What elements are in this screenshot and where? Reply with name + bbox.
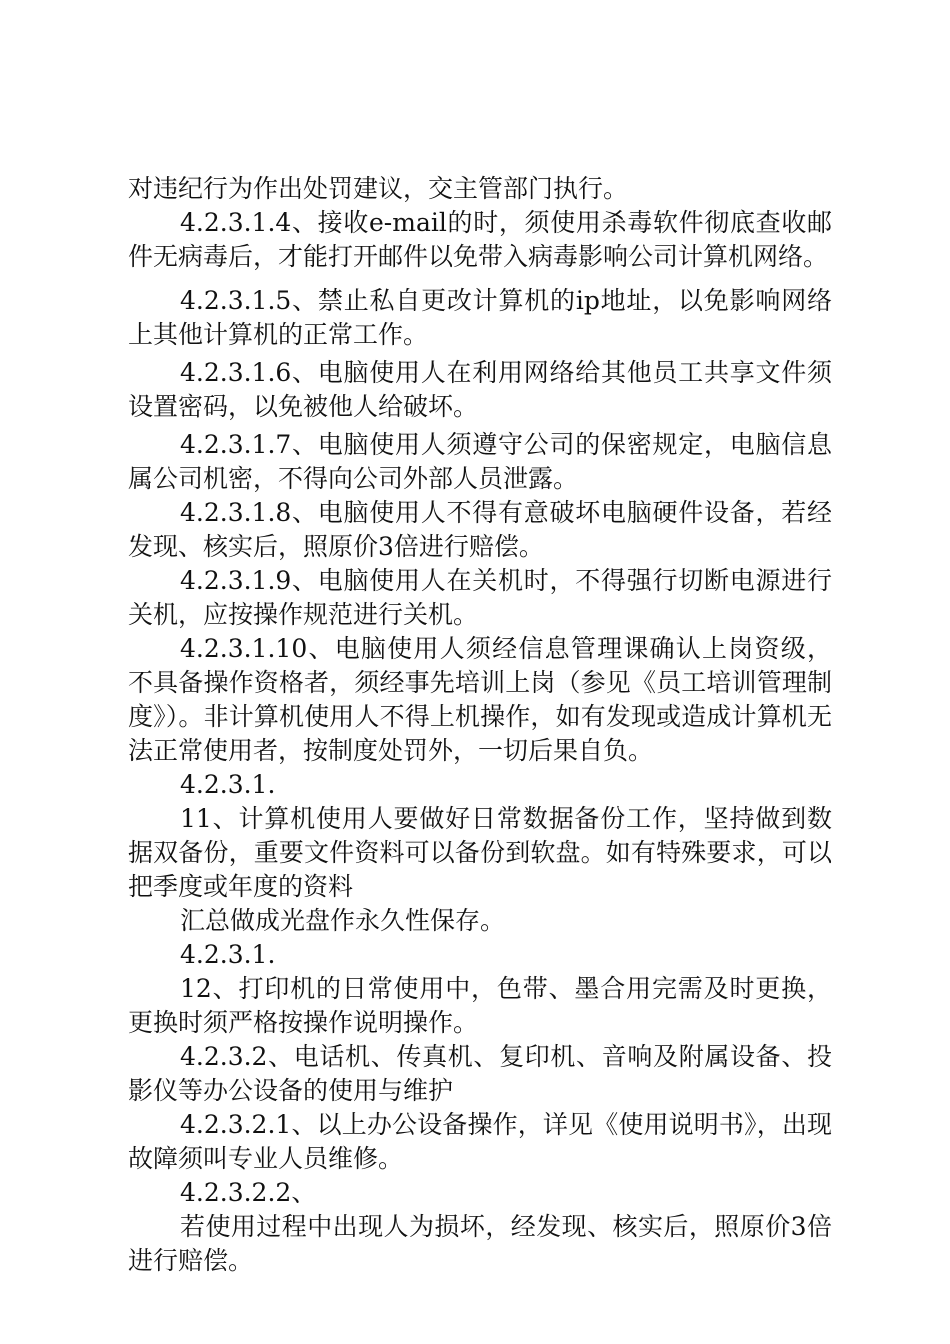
- paragraph-1: 对违纪行为作出处罚建议，交主管部门执行。: [128, 174, 629, 203]
- paragraph-11: 汇总做成光盘作永久性保存。: [180, 906, 506, 935]
- paragraph-14: 4.2.3.2、电话机、传真机、复印机、音响及附属设备、投影仪等办公设备的使用与维护: [128, 1042, 832, 1105]
- paragraph-3: 4.2.3.1.5、禁止私自更改计算机的ip地址，以免影响网络上其他计算机的正常工作。: [128, 286, 832, 349]
- paragraph-7: 4.2.3.1.9、电脑使用人在关机时，不得强行切断电源进行关机，应按操作规范进行关机。: [128, 566, 832, 629]
- paragraph-8: 4.2.3.1.10、电脑使用人须经信息管理课确认上岗资级，不具备操作资格者，须经事先培训上岗（参见《员工培训管理制度》）。非计算机使用人不得上机操作，如有发现或造成计算机无法正常使用者，按制度处罚外，一切后果自负。: [128, 634, 832, 765]
- paragraph-4: 4.2.3.1.6、电脑使用人在利用网络给其他员工共享文件须设置密码，以免被他人给破坏。: [128, 358, 832, 421]
- paragraph-6: 4.2.3.1.8、电脑使用人不得有意破坏电脑硬件设备，若经发现、核实后，照原价3倍进行赔偿。: [128, 498, 832, 561]
- document-body: [128, 172, 832, 1278]
- paragraph-2: 4.2.3.1.4、接收e-mail的时，须使用杀毒软件彻底查收邮件无病毒后，才能打开邮件以免带入病毒影响公司计算机网络。: [128, 208, 832, 271]
- paragraph-16: 4.2.3.2.2、: [180, 1178, 317, 1207]
- paragraph-9: 4.2.3.1.: [180, 770, 276, 799]
- paragraph-17: 若使用过程中出现人为损坏，经发现、核实后，照原价3倍进行赔偿。: [128, 1212, 832, 1275]
- paragraph-10: 11、计算机使用人要做好日常数据备份工作，坚持做到数据双备份，重要文件资料可以备份到软盘。如有特殊要求，可以把季度或年度的资料: [128, 804, 832, 901]
- paragraph-12: 4.2.3.1.: [180, 940, 276, 969]
- paragraph-5: 4.2.3.1.7、电脑使用人须遵守公司的保密规定，电脑信息属公司机密，不得向公司外部人员泄露。: [128, 430, 832, 493]
- paragraph-13: 12、打印机的日常使用中，色带、墨合用完需及时更换，更换时须严格按操作说明操作。: [128, 974, 832, 1037]
- paragraph-15: 4.2.3.2.1、以上办公设备操作，详见《使用说明书》，出现故障须叫专业人员维修。: [128, 1110, 832, 1173]
